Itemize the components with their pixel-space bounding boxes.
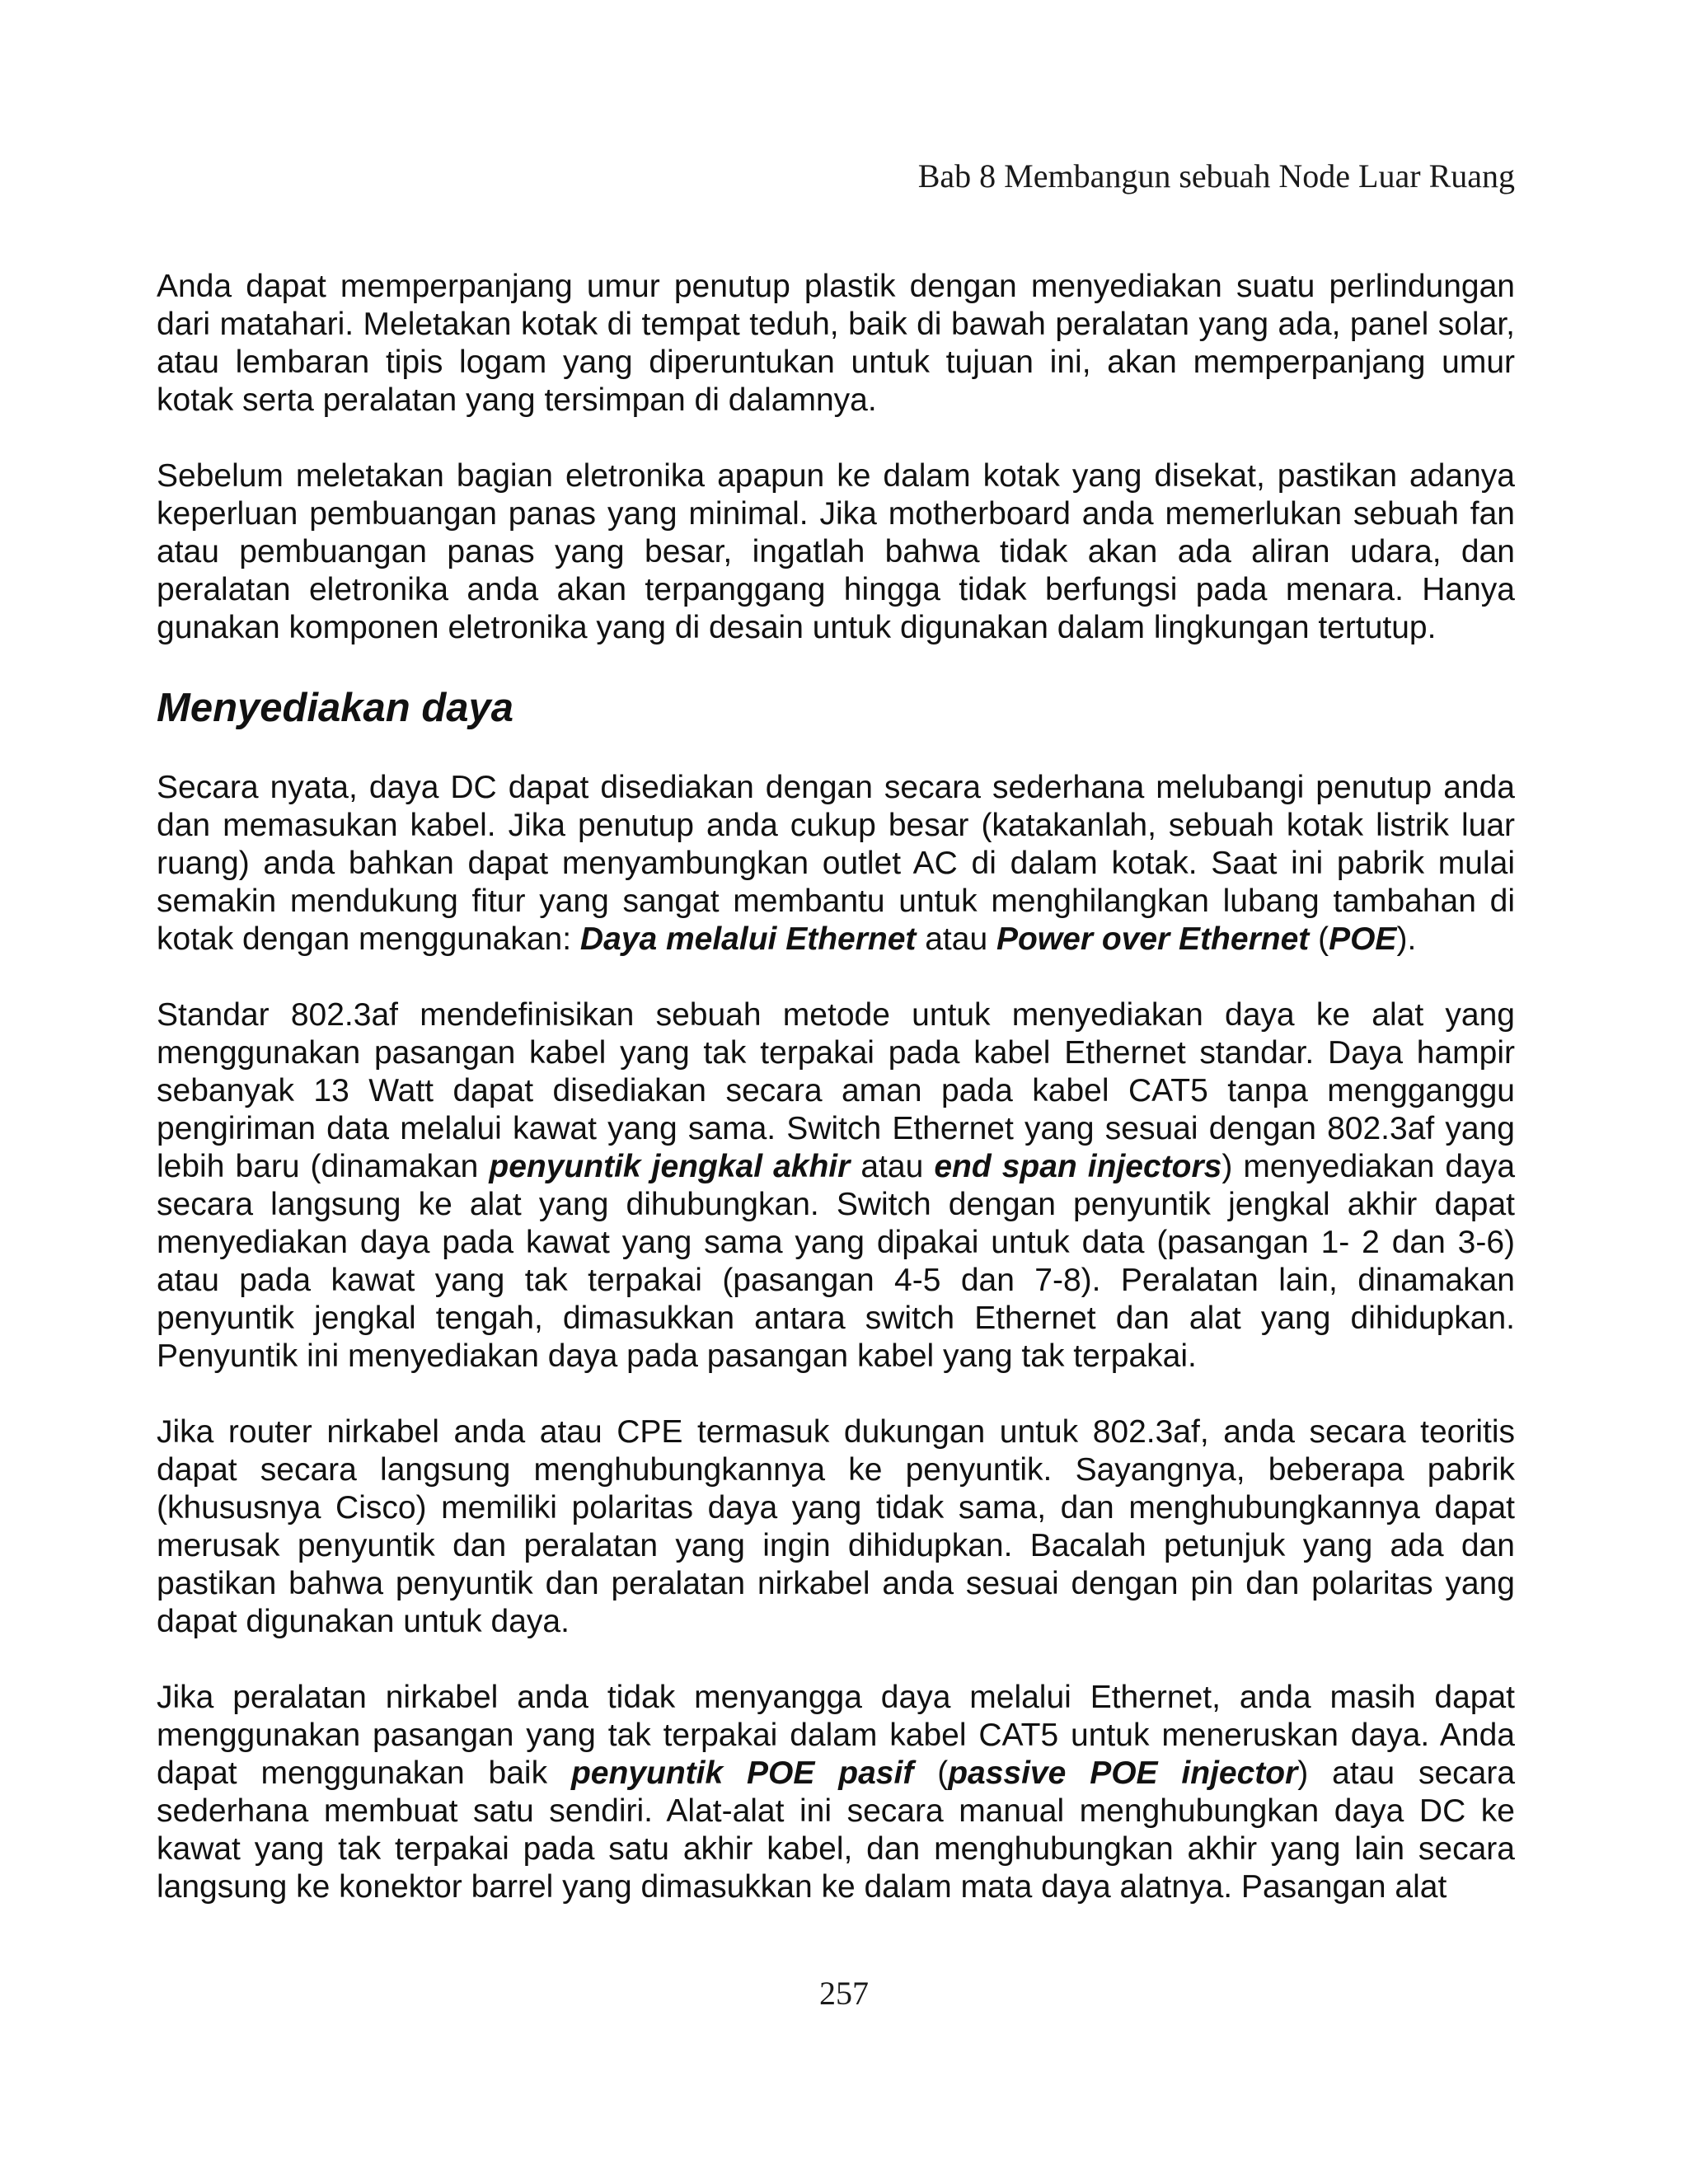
- paragraph-passive-poe: [157, 1679, 1515, 1906]
- section-heading: Menyediakan daya: [157, 686, 514, 730]
- page-body: [157, 268, 1515, 1906]
- emphasis-term: end span injectors: [934, 1149, 1222, 1184]
- text-run: ) menyediakan daya secara langsung ke alat yang dihubungkan. Switch dengan penyuntik jengkal akhir dapat menyediakan daya pada kawat yang sama yang dipakai untuk data (pasangan 1- 2 dan 3-6) atau pada kawat yang tak terpakai (pasangan 4-5 dan 7-8). Peralatan lain, dinamakan penyuntik jengkal tengah, dimasukkan antara switch Ethernet dan alat yang dihidupkan. Penyuntik ini menyediakan daya pada pasangan kabel yang tak terpakai.: [157, 1149, 1516, 1374]
- emphasis-term: Power over Ethernet: [996, 921, 1310, 957]
- running-header: Bab 8 Membangun sebuah Node Luar Ruang: [917, 157, 1515, 194]
- emphasis-term: passive POE injector: [948, 1755, 1298, 1791]
- text-run: (: [1309, 921, 1329, 957]
- paragraph-sun-protection: Anda dapat memperpanjang umur penutup plastik dengan menyediakan suatu perlindungan dari matahari. Meletakan kotak di tempat teduh, baik di bawah peralatan yang ada, panel solar, atau lembaran tipis logam yang diperuntukan untuk tujuan ini, akan memperpanjang umur kotak serta peralatan yang tersimpan di dalamnya.: [157, 269, 1515, 418]
- paragraph-dc-power: [157, 769, 1515, 958]
- text-run: ).: [1396, 921, 1417, 957]
- paragraph-heat-dissipation: Sebelum meletakan bagian eletronika apapun ke dalam kotak yang disekat, pastikan adanya keperluan pembuangan panas yang minimal. Jika motherboard anda memerlukan sebuah fan atau pembuangan panas yang besar, ingatlah bahwa tidak akan ada aliran udara, dan peralatan eletronika anda akan terpanggang hingga tidak berfungsi pada menara. Hanya gunakan komponen eletronika yang di desain untuk digunakan dalam lingkungan tertutup.: [157, 458, 1515, 645]
- text-run: ) atau secara sederhana membuat satu sendiri. Alat-alat ini secara manual menghubungkan daya DC ke kawat yang tak terpakai pada satu akhir kabel, dan menghubungkan akhir yang lain secara langsung ke konektor barrel yang dimasukkan ke dalam mata daya alatnya. Pasangan alat: [157, 1755, 1516, 1905]
- text-run: atau: [850, 1149, 935, 1184]
- page-number: 257: [819, 1975, 869, 2012]
- text-run: (: [913, 1755, 949, 1791]
- paragraph-802-3af-standard: [157, 996, 1515, 1376]
- text-run: Standar 802.3af mendefinisikan sebuah metode untuk menyediakan daya ke alat yang menggunakan pasangan kabel yang tak terpakai pada kabel Ethernet standar. Daya hampir sebanyak 13 Watt dapat disediakan secara aman pada kabel CAT5 tanpa mengganggu pengiriman data melalui kawat yang sama. Switch Ethernet yang sesuai dengan 802.3af yang lebih baru (dinamakan: [157, 997, 1515, 1184]
- emphasis-term: penyuntik jengkal akhir: [489, 1149, 851, 1184]
- emphasis-term: Daya melalui Ethernet: [579, 921, 917, 957]
- text-run: Jika peralatan nirkabel anda tidak menyangga daya melalui Ethernet, anda masih dapat menggunakan pasangan yang tak terpakai dalam kabel CAT5 untuk meneruskan daya. Anda dapat menggunakan baik: [157, 1680, 1515, 1791]
- text-run: Secara nyata, daya DC dapat disediakan dengan secara sederhana melubangi penutup anda dan memasukan kabel. Jika penutup anda cukup besar (katakanlah, sebuah kotak listrik luar ruang) anda bahkan dapat menyambungkan outlet AC di dalam kotak. Saat ini pabrik mulai semakin mendukung fitur yang sangat membantu untuk menghilangkan lubang tambahan di kotak dengan menggunakan:: [157, 770, 1515, 957]
- emphasis-term: POE: [1329, 921, 1397, 957]
- paragraph-polarity-warning: Jika router nirkabel anda atau CPE termasuk dukungan untuk 802.3af, anda secara teoritis dapat secara langsung menghubungkannya ke penyuntik. Sayangnya, beberapa pabrik (khususnya Cisco) memiliki polaritas daya yang tidak sama, dan menghubungkannya dapat merusak penyuntik dan peralatan yang ingin dihidupkan. Bacalah petunjuk yang ada dan pastikan bahwa penyuntik dan peralatan nirkabel anda sesuai dengan pin dan polaritas yang dapat digunakan untuk daya.: [157, 1414, 1515, 1639]
- text-run: atau: [916, 921, 996, 957]
- emphasis-term: penyuntik POE pasif: [570, 1755, 914, 1791]
